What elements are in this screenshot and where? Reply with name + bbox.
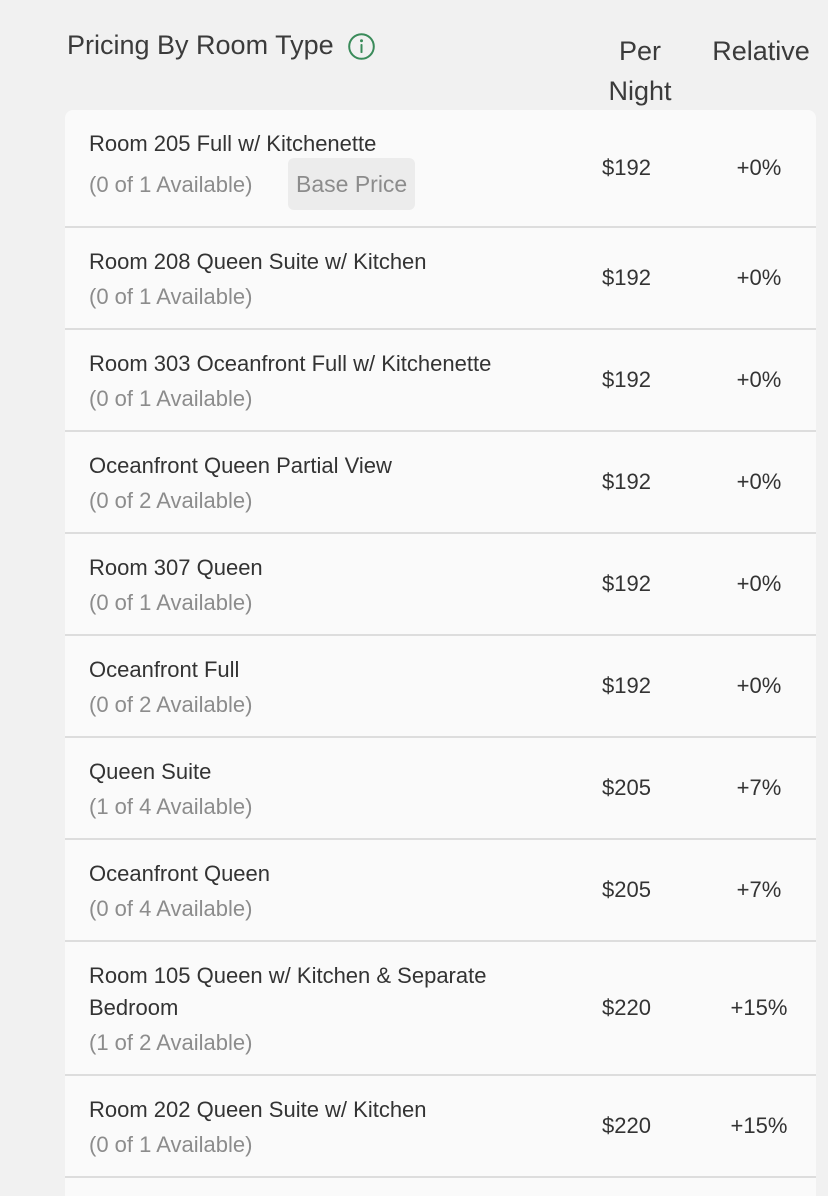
room-row[interactable] [65, 738, 816, 840]
room-name: Queen Suite [89, 759, 212, 784]
column-header-per-night: Per Night [608, 36, 672, 106]
room-availability: (1 of 4 Available) [89, 794, 253, 819]
room-price-per-night: $220 [602, 995, 651, 1020]
room-availability: (0 of 1 Available) [89, 172, 253, 197]
room-availability: (1 of 2 Available) [89, 1030, 253, 1055]
room-pricing-table [65, 110, 816, 1196]
room-price-per-night: $192 [602, 673, 651, 698]
room-availability: (0 of 4 Available) [89, 896, 253, 921]
room-name: Room 202 Queen Suite w/ Kitchen [89, 1097, 427, 1122]
room-row[interactable] [65, 228, 816, 330]
room-relative-price: +0% [736, 367, 782, 392]
room-availability: (0 of 2 Available) [89, 488, 253, 513]
room-row[interactable] [65, 534, 816, 636]
section-title [67, 30, 375, 61]
room-relative-price: +0% [736, 673, 782, 698]
room-row[interactable] [65, 432, 816, 534]
room-availability: (0 of 2 Available) [89, 692, 253, 717]
room-relative-price: +15% [730, 995, 788, 1020]
room-relative-price: +0% [736, 155, 782, 180]
info-circle-icon[interactable] [348, 33, 375, 60]
room-row[interactable] [65, 840, 816, 942]
room-row[interactable] [65, 110, 816, 228]
room-name: Room 205 Full w/ Kitchenette [89, 131, 377, 156]
column-header-relative: Relative [712, 36, 810, 66]
room-name: Room 105 Queen w/ Kitchen & Separate Bedroom [89, 963, 487, 1020]
room-price-per-night: $192 [602, 155, 651, 180]
room-relative-price: +0% [736, 469, 782, 494]
room-price-per-night: $192 [602, 469, 651, 494]
room-price-per-night: $205 [602, 877, 651, 902]
room-relative-price: +7% [736, 877, 782, 902]
room-name: Oceanfront Queen [89, 861, 271, 886]
room-availability: (0 of 1 Available) [89, 1132, 253, 1157]
room-price-per-night: $192 [602, 571, 651, 596]
room-row[interactable] [65, 1076, 816, 1178]
room-name: Room 303 Oceanfront Full w/ Kitchenette [89, 351, 492, 376]
room-relative-price: +0% [736, 571, 782, 596]
room-row[interactable] [65, 636, 816, 738]
room-availability: (0 of 1 Available) [89, 590, 253, 615]
room-availability: (0 of 1 Available) [89, 284, 253, 309]
room-name: Oceanfront Full [89, 657, 240, 682]
room-name: Room 208 Queen Suite w/ Kitchen [89, 249, 427, 274]
room-relative-price: +7% [736, 775, 782, 800]
next-row-partial [65, 1178, 816, 1196]
pricing-header [0, 0, 828, 110]
room-row[interactable] [65, 942, 816, 1076]
room-relative-price: +15% [730, 1113, 788, 1138]
base-price-badge: Base Price [288, 158, 415, 210]
room-price-per-night: $220 [602, 1113, 651, 1138]
room-row[interactable] [65, 330, 816, 432]
room-price-per-night: $205 [602, 775, 651, 800]
room-name: Oceanfront Queen Partial View [89, 453, 392, 478]
room-price-per-night: $192 [602, 367, 651, 392]
room-price-per-night: $192 [602, 265, 651, 290]
room-availability: (0 of 1 Available) [89, 386, 253, 411]
section-title-text: Pricing By Room Type [67, 30, 334, 60]
room-relative-price: +0% [736, 265, 782, 290]
room-name: Room 307 Queen [89, 555, 263, 580]
